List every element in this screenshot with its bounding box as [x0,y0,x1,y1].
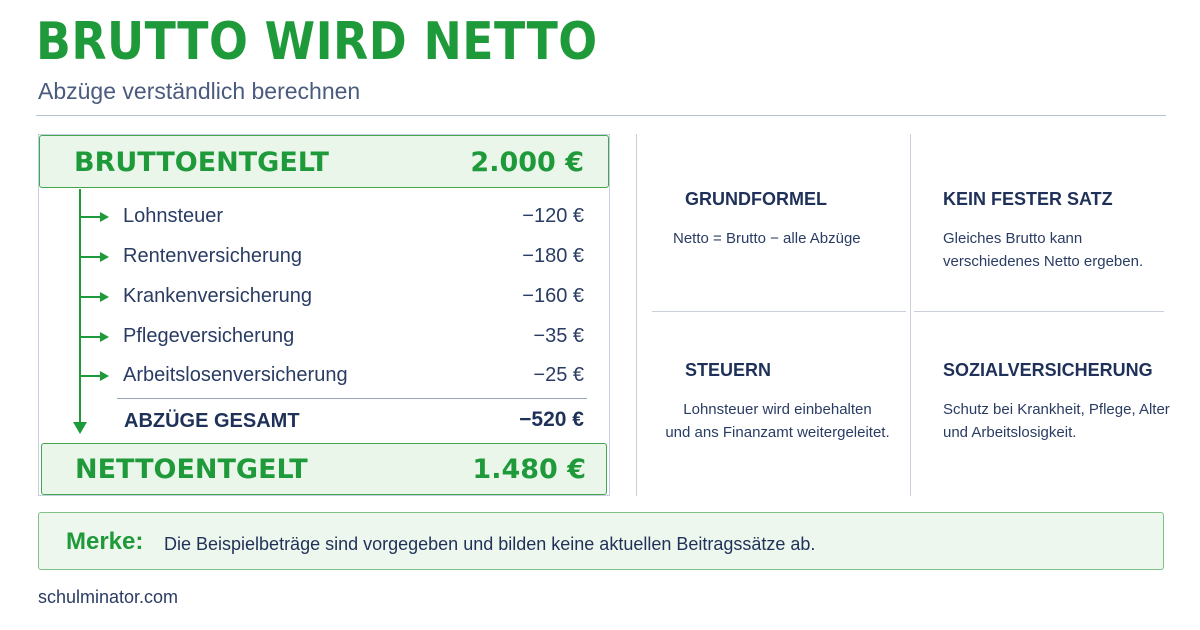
card-text [943,227,1143,273]
net-pay-box [41,443,607,495]
note-label: Merke: [66,528,144,555]
deduction-label: Lohnsteuer [123,205,224,227]
card-text [650,398,905,444]
total-divider [117,398,587,399]
deduction-value: −160 € [522,285,584,307]
deduction-value: −35 € [533,325,584,347]
arrow-right-icon [81,252,109,262]
note-text: Die Beispielbeträge sind vorgegeben und bilden keine aktuellen Beitragssätze ab. [164,534,816,554]
arrow-right-icon [81,212,109,222]
footer-website: schulminator.com [38,587,179,607]
arrow-right-icon [81,371,109,381]
card-title: SOZIALVERSICHERUNG [943,360,1153,380]
deduction-value: −120 € [522,205,584,227]
card-title: STEUERN [685,360,772,380]
total-deductions-label: ABZÜGE GESAMT [124,410,300,432]
deduction-value: −180 € [522,245,584,267]
column-divider [910,134,911,496]
deduction-label: Rentenversicherung [123,245,302,267]
card-text: Netto = Brutto − alle Abzüge [673,230,861,247]
card-text-line: verschiedenes Netto ergeben. [943,253,1144,270]
card-title: KEIN FESTER SATZ [943,189,1113,209]
card-text [943,398,1170,444]
arrow-right-icon [81,292,109,302]
arrow-right-icon [81,332,109,342]
page-subtitle: Abzüge verständlich berechnen [38,78,361,104]
row-divider [914,311,1164,312]
gross-pay-value: 2.000 € [470,147,584,178]
card-title: GRUNDFORMEL [685,189,827,209]
total-deductions-value: −520 € [519,408,584,431]
note-box [38,512,1164,570]
page-title: BRUTTO WIRD NETTO [36,12,598,72]
net-pay-value: 1.480 € [472,454,586,485]
deduction-label: Arbeitslosenversicherung [123,364,348,386]
column-divider [636,134,637,496]
card-text-line: und Arbeitslosigkeit. [943,424,1077,441]
row-divider [652,311,906,312]
card-text-line: Schutz bei Krankheit, Pflege, Alter [943,401,1170,418]
deduction-label: Pflegeversicherung [123,325,295,347]
deduction-value: −25 € [533,364,584,386]
deduction-label: Krankenversicherung [123,285,312,307]
net-pay-label: NETTOENTGELT [75,454,308,485]
gross-pay-label: BRUTTOENTGELT [74,147,329,178]
card-text-line: Gleiches Brutto kann [943,230,1083,247]
card-text-line: und ans Finanzamt weitergeleitet. [665,424,890,441]
card-text-line: Lohnsteuer wird einbehalten [683,401,872,418]
